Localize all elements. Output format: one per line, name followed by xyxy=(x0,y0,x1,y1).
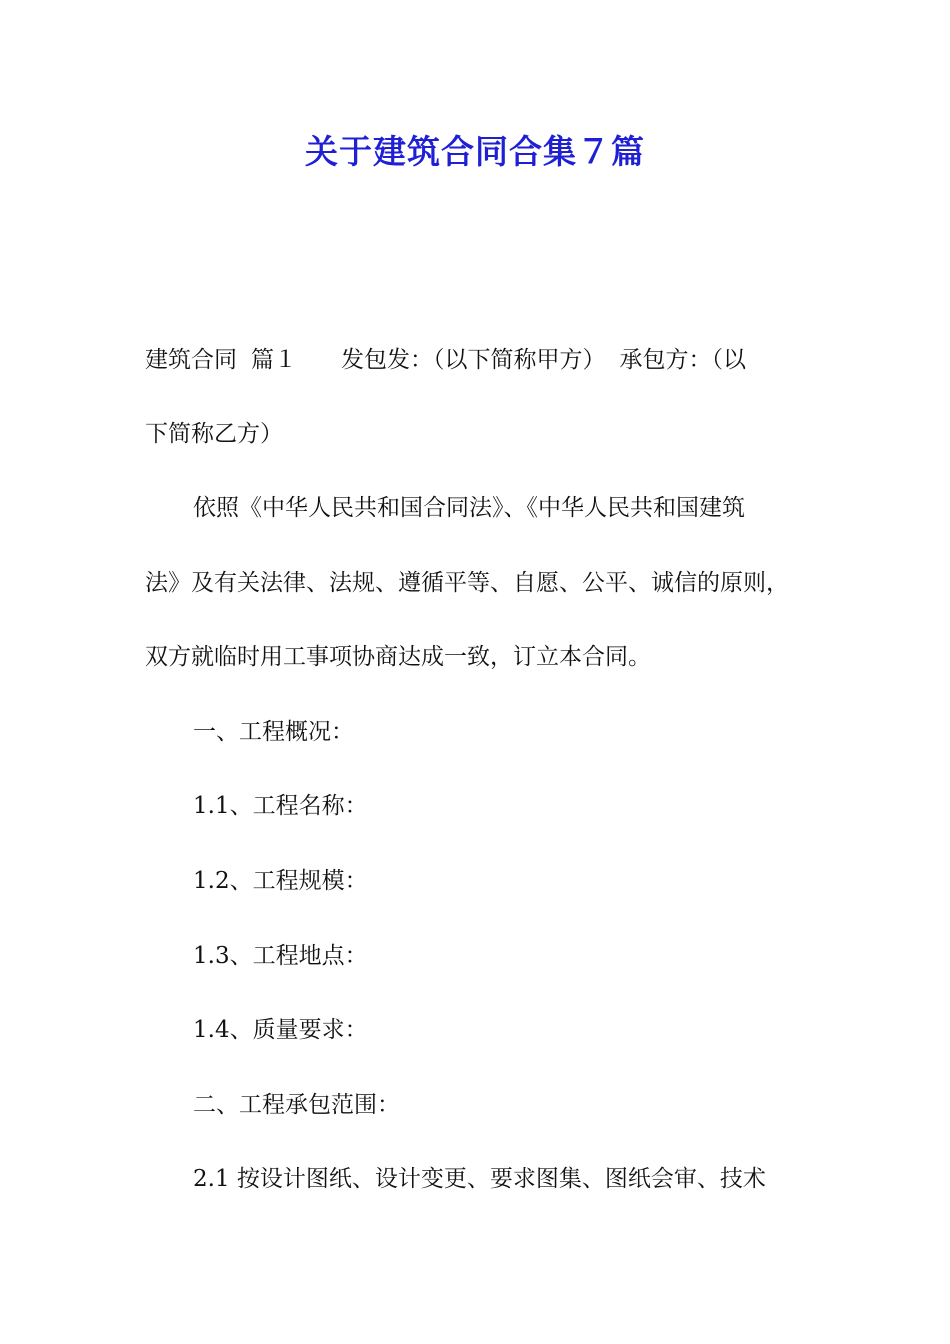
paragraph-line: 2.1 按设计图纸、设计变更、要求图集、图纸会审、技术 xyxy=(193,1166,766,1192)
list-item: 1.2、工程规模： xyxy=(193,868,368,894)
header-line xyxy=(145,340,825,380)
section-heading: 二、工程承包范围： xyxy=(193,1092,400,1118)
list-item: 1.3、工程地点： xyxy=(193,943,368,969)
section-heading: 一、工程概况： xyxy=(193,719,354,745)
employer-text: 发包发：（以下简称甲方） xyxy=(341,347,606,373)
document-title: 关于建筑合同合集７篇 xyxy=(305,132,645,171)
paragraph-line: 法》及有关法律、法规、遵循平等、自愿、公平、诚信的原则， xyxy=(145,570,789,596)
paragraph-line: 依照《中华人民共和国合同法》、《中华人民共和国建筑 xyxy=(193,495,745,521)
list-item: 1.1、工程名称： xyxy=(193,793,368,819)
paragraph-line: 下简称乙方） xyxy=(145,421,283,447)
part-label: 篇１ xyxy=(251,347,297,373)
paragraph-line: 双方就临时用工事项协商达成一致，订立本合同。 xyxy=(145,644,651,670)
contractor-text: 承包方：（以 xyxy=(619,347,746,373)
section-label: 建筑合同 xyxy=(145,347,237,373)
list-item: 1.4、质量要求： xyxy=(193,1017,368,1043)
